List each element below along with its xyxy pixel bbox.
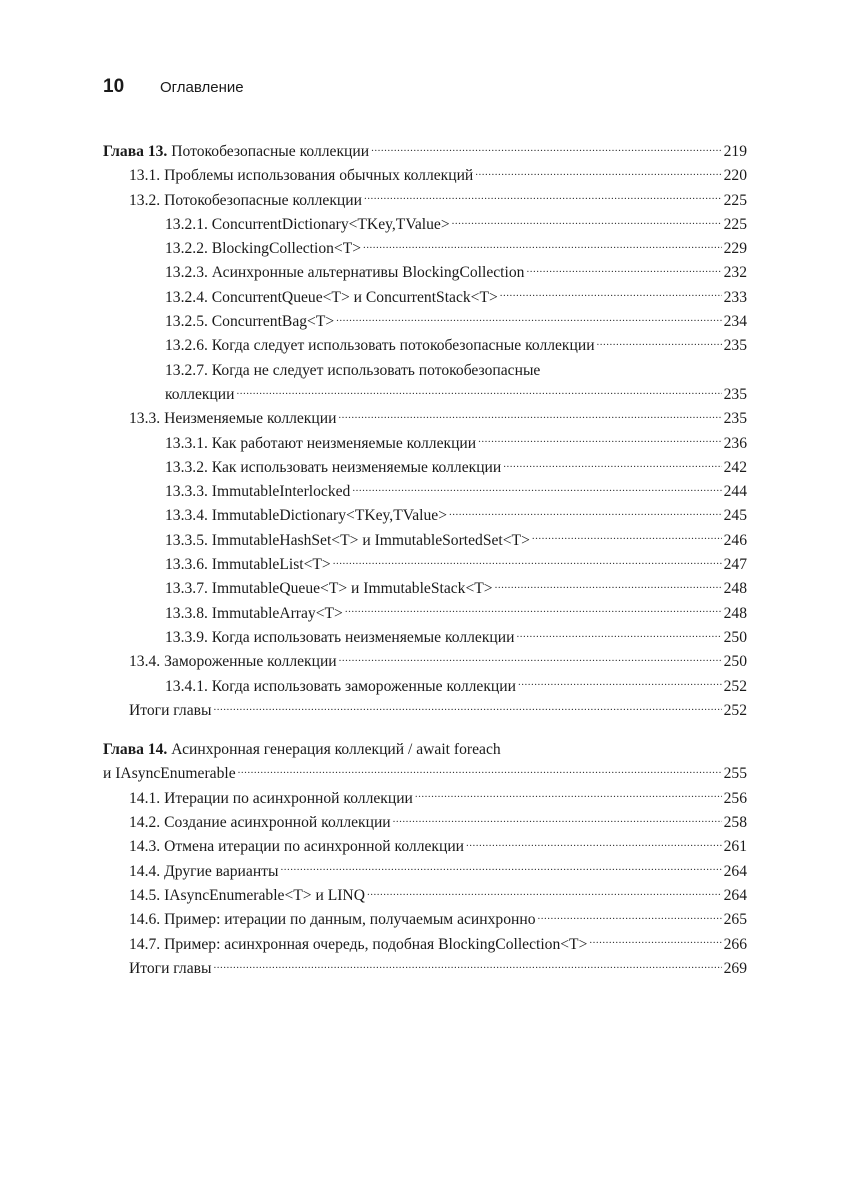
toc-row — [129, 908, 747, 932]
toc-page-number: 225 — [723, 191, 747, 209]
toc-page-number: 220 — [723, 167, 747, 185]
toc-entry — [103, 456, 747, 480]
toc-entry-text: 13.2.4. ConcurrentQueue<T> и ConcurrentStack<T> — [165, 288, 498, 306]
toc-page-number: 250 — [723, 628, 747, 646]
dot-leader — [333, 553, 722, 569]
page-header — [103, 76, 244, 106]
dot-leader — [415, 787, 722, 803]
toc-entry-text: Итоги главы — [129, 959, 212, 977]
toc-row — [165, 504, 747, 528]
toc-page-number: 248 — [723, 580, 747, 598]
toc-page-number: 264 — [723, 862, 747, 880]
toc-entry — [103, 480, 747, 504]
dot-leader — [589, 933, 721, 949]
toc-entry-text-continued: коллекции — [165, 385, 235, 403]
toc-page-number: 235 — [723, 410, 747, 428]
toc-entry-text: 13.2.7. Когда не следует использовать потокобезопасные — [165, 361, 541, 379]
dot-leader — [478, 432, 721, 448]
toc-page-number: 266 — [723, 935, 747, 953]
chapter-title-continued: и IAsyncEnumerable — [103, 765, 236, 783]
dot-leader — [495, 578, 722, 594]
toc-page-number: 247 — [723, 556, 747, 574]
toc-row — [165, 383, 747, 407]
dot-leader — [449, 505, 722, 521]
toc-entry-text: 13.3.2. Как использовать неизменяемые коллекции — [165, 458, 502, 476]
toc-entry — [103, 835, 747, 859]
toc-row — [129, 164, 747, 188]
toc-row — [165, 602, 747, 626]
chapter-label: Глава 14. — [103, 741, 168, 759]
toc-entry-text: 14.7. Пример: асинхронная очередь, подобная BlockingCollection<T> — [129, 935, 588, 953]
chapter-title-text — [103, 140, 369, 164]
toc-row — [129, 811, 747, 835]
toc-row — [129, 957, 747, 981]
toc-entry-text: 13.3.9. Когда использовать неизменяемые коллекции — [165, 628, 515, 646]
toc-page-number: 225 — [723, 215, 747, 233]
toc-row — [103, 762, 747, 786]
toc-entry-text: 13.3.1. Как работают неизменяемые коллекции — [165, 434, 477, 452]
toc-page-number: 255 — [723, 765, 747, 783]
toc-row — [165, 334, 747, 358]
page-number: 10 — [103, 76, 125, 97]
dot-leader — [518, 675, 722, 691]
toc-entry-text: 13.3.6. ImmutableList<T> — [165, 556, 331, 574]
dot-leader — [363, 238, 722, 254]
toc-page-number: 236 — [723, 434, 747, 452]
toc-page-number: 235 — [723, 337, 747, 355]
dot-leader — [532, 529, 722, 545]
chapter-title-line — [103, 738, 747, 762]
dot-leader — [475, 165, 721, 181]
toc-entry-text: 14.3. Отмена итерации по асинхронной коллекции — [129, 838, 465, 856]
toc-page-number: 219 — [723, 143, 747, 160]
toc-entry — [103, 787, 747, 811]
toc-entry — [103, 675, 747, 699]
toc-entry-text: 13.3.7. ImmutableQueue<T> и ImmutableStack<T> — [165, 580, 493, 598]
toc-entry-text: 13.2.6. Когда следует использовать потокобезопасные коллекции — [165, 337, 595, 355]
chapter-heading — [103, 738, 747, 787]
toc-entry-text: 14.6. Пример: итерации по данным, получаемым асинхронно — [129, 911, 536, 929]
dot-leader — [336, 310, 721, 326]
toc-entry — [103, 884, 747, 908]
dot-leader — [516, 626, 721, 642]
toc-row — [129, 699, 747, 723]
chapter-label: Глава 13. — [103, 143, 168, 160]
toc-entry-text: 14.1. Итерации по асинхронной коллекции — [129, 789, 413, 807]
dot-leader — [236, 383, 721, 399]
toc-entry — [103, 553, 747, 577]
dot-leader — [213, 957, 721, 973]
chapter-section — [103, 738, 747, 981]
toc-row — [129, 835, 747, 859]
toc-entry-text: Итоги главы — [129, 701, 212, 719]
dot-leader — [238, 763, 722, 779]
toc-entry-text: 14.2. Создание асинхронной коллекции — [129, 814, 391, 832]
dot-leader — [393, 811, 722, 827]
toc-row — [129, 884, 747, 908]
dot-leader — [345, 602, 722, 618]
toc-row — [165, 529, 747, 553]
toc-row — [165, 310, 747, 334]
toc-page-number: 248 — [723, 604, 747, 622]
toc-entry — [103, 164, 747, 188]
toc-entry — [103, 432, 747, 456]
toc-page-number: 233 — [723, 288, 747, 306]
toc-entry-text: 13.3.8. ImmutableArray<T> — [165, 604, 343, 622]
dot-leader — [280, 860, 721, 876]
toc-row — [165, 456, 747, 480]
dot-leader — [452, 213, 722, 229]
toc-row — [165, 213, 747, 237]
toc-row — [129, 787, 747, 811]
running-title: Оглавление — [160, 79, 244, 96]
toc-entry — [103, 237, 747, 261]
toc-row — [165, 675, 747, 699]
toc-page-number: 258 — [723, 814, 747, 832]
toc-row — [165, 577, 747, 601]
dot-leader — [352, 481, 721, 497]
toc-page-number: 246 — [723, 531, 747, 549]
toc-entry — [103, 577, 747, 601]
toc-page-number: 264 — [723, 886, 747, 904]
toc-entry-text: 13.1. Проблемы использования обычных коллекций — [129, 167, 474, 185]
toc-entry-text: 13.4.1. Когда использовать замороженные коллекции — [165, 677, 516, 695]
toc-entry-text: 13.2.1. ConcurrentDictionary<TKey,TValue> — [165, 215, 450, 233]
toc-entry — [103, 699, 747, 723]
table-of-contents — [103, 140, 747, 996]
toc-entry-text: 13.3.3. ImmutableInterlocked — [165, 483, 351, 501]
toc-entry — [103, 213, 747, 237]
toc-row — [129, 933, 747, 957]
toc-page-number: 244 — [723, 483, 747, 501]
toc-page-number: 261 — [723, 838, 747, 856]
toc-page-number: 229 — [723, 240, 747, 258]
toc-entry — [103, 860, 747, 884]
toc-entry — [103, 602, 747, 626]
toc-row — [165, 626, 747, 650]
toc-page-number: 252 — [723, 677, 747, 695]
dot-leader — [503, 456, 721, 472]
dot-leader — [339, 651, 722, 667]
toc-entry — [103, 261, 747, 285]
toc-row — [165, 237, 747, 261]
toc-row — [129, 407, 747, 431]
toc-entry — [103, 407, 747, 431]
toc-entry — [103, 189, 747, 213]
toc-row — [129, 650, 747, 674]
toc-page-number: 250 — [723, 653, 747, 671]
toc-entry — [103, 286, 747, 310]
toc-entry-text: 13.2.5. ConcurrentBag<T> — [165, 313, 335, 331]
toc-entry-text: 13.2.3. Асинхронные альтернативы BlockingCollection — [165, 264, 525, 282]
toc-entry-text: 13.2. Потокобезопасные коллекции — [129, 191, 362, 209]
chapter-title: Потокобезопасные коллекции — [171, 143, 370, 160]
toc-page-number: 242 — [723, 458, 747, 476]
toc-page-number: 234 — [723, 313, 747, 331]
chapter-title: Асинхронная генерация коллекций / await foreach — [171, 741, 501, 759]
toc-row — [165, 261, 747, 285]
dot-leader — [526, 262, 721, 278]
toc-entry — [103, 626, 747, 650]
toc-entry-text: 13.3.4. ImmutableDictionary<TKey,TValue> — [165, 507, 448, 525]
dot-leader — [597, 335, 722, 351]
toc-page-number: 245 — [723, 507, 747, 525]
toc-page-number: 252 — [723, 701, 747, 719]
toc-row — [103, 140, 747, 164]
dot-leader — [538, 909, 722, 925]
toc-page-number: 265 — [723, 911, 747, 929]
toc-row — [129, 189, 747, 213]
toc-entry — [103, 957, 747, 981]
toc-entry-text: 14.5. IAsyncEnumerable<T> и LINQ — [129, 886, 365, 904]
toc-entry-text: 13.4. Замороженные коллекции — [129, 653, 337, 671]
toc-entry-text: 13.3. Неизменяемые коллекции — [129, 410, 337, 428]
toc-page-number: 232 — [723, 264, 747, 282]
dot-leader — [500, 286, 722, 302]
dot-leader — [364, 189, 722, 205]
toc-entry — [103, 811, 747, 835]
toc-row — [165, 286, 747, 310]
toc-entry — [103, 650, 747, 674]
toc-entry-text: 13.3.5. ImmutableHashSet<T> и ImmutableSortedSet<T> — [165, 531, 530, 549]
toc-entry — [103, 908, 747, 932]
toc-page-number: 235 — [723, 385, 747, 403]
toc-entry — [103, 359, 747, 408]
toc-row — [129, 860, 747, 884]
toc-entry — [103, 334, 747, 358]
dot-leader — [466, 836, 722, 852]
toc-entry-text: 14.4. Другие варианты — [129, 862, 279, 880]
toc-row — [165, 480, 747, 504]
toc-entry — [103, 529, 747, 553]
toc-page-number: 269 — [723, 959, 747, 977]
toc-entry — [103, 310, 747, 334]
dot-leader — [338, 408, 721, 424]
dot-leader — [213, 699, 721, 715]
dot-leader — [371, 140, 722, 156]
toc-row — [165, 553, 747, 577]
toc-row — [165, 432, 747, 456]
chapter-heading — [103, 140, 747, 164]
toc-entry — [103, 933, 747, 957]
chapter-section — [103, 140, 747, 723]
dot-leader — [367, 884, 722, 900]
toc-page-number: 256 — [723, 789, 747, 807]
toc-entry-text: 13.2.2. BlockingCollection<T> — [165, 240, 362, 258]
toc-entry — [103, 504, 747, 528]
